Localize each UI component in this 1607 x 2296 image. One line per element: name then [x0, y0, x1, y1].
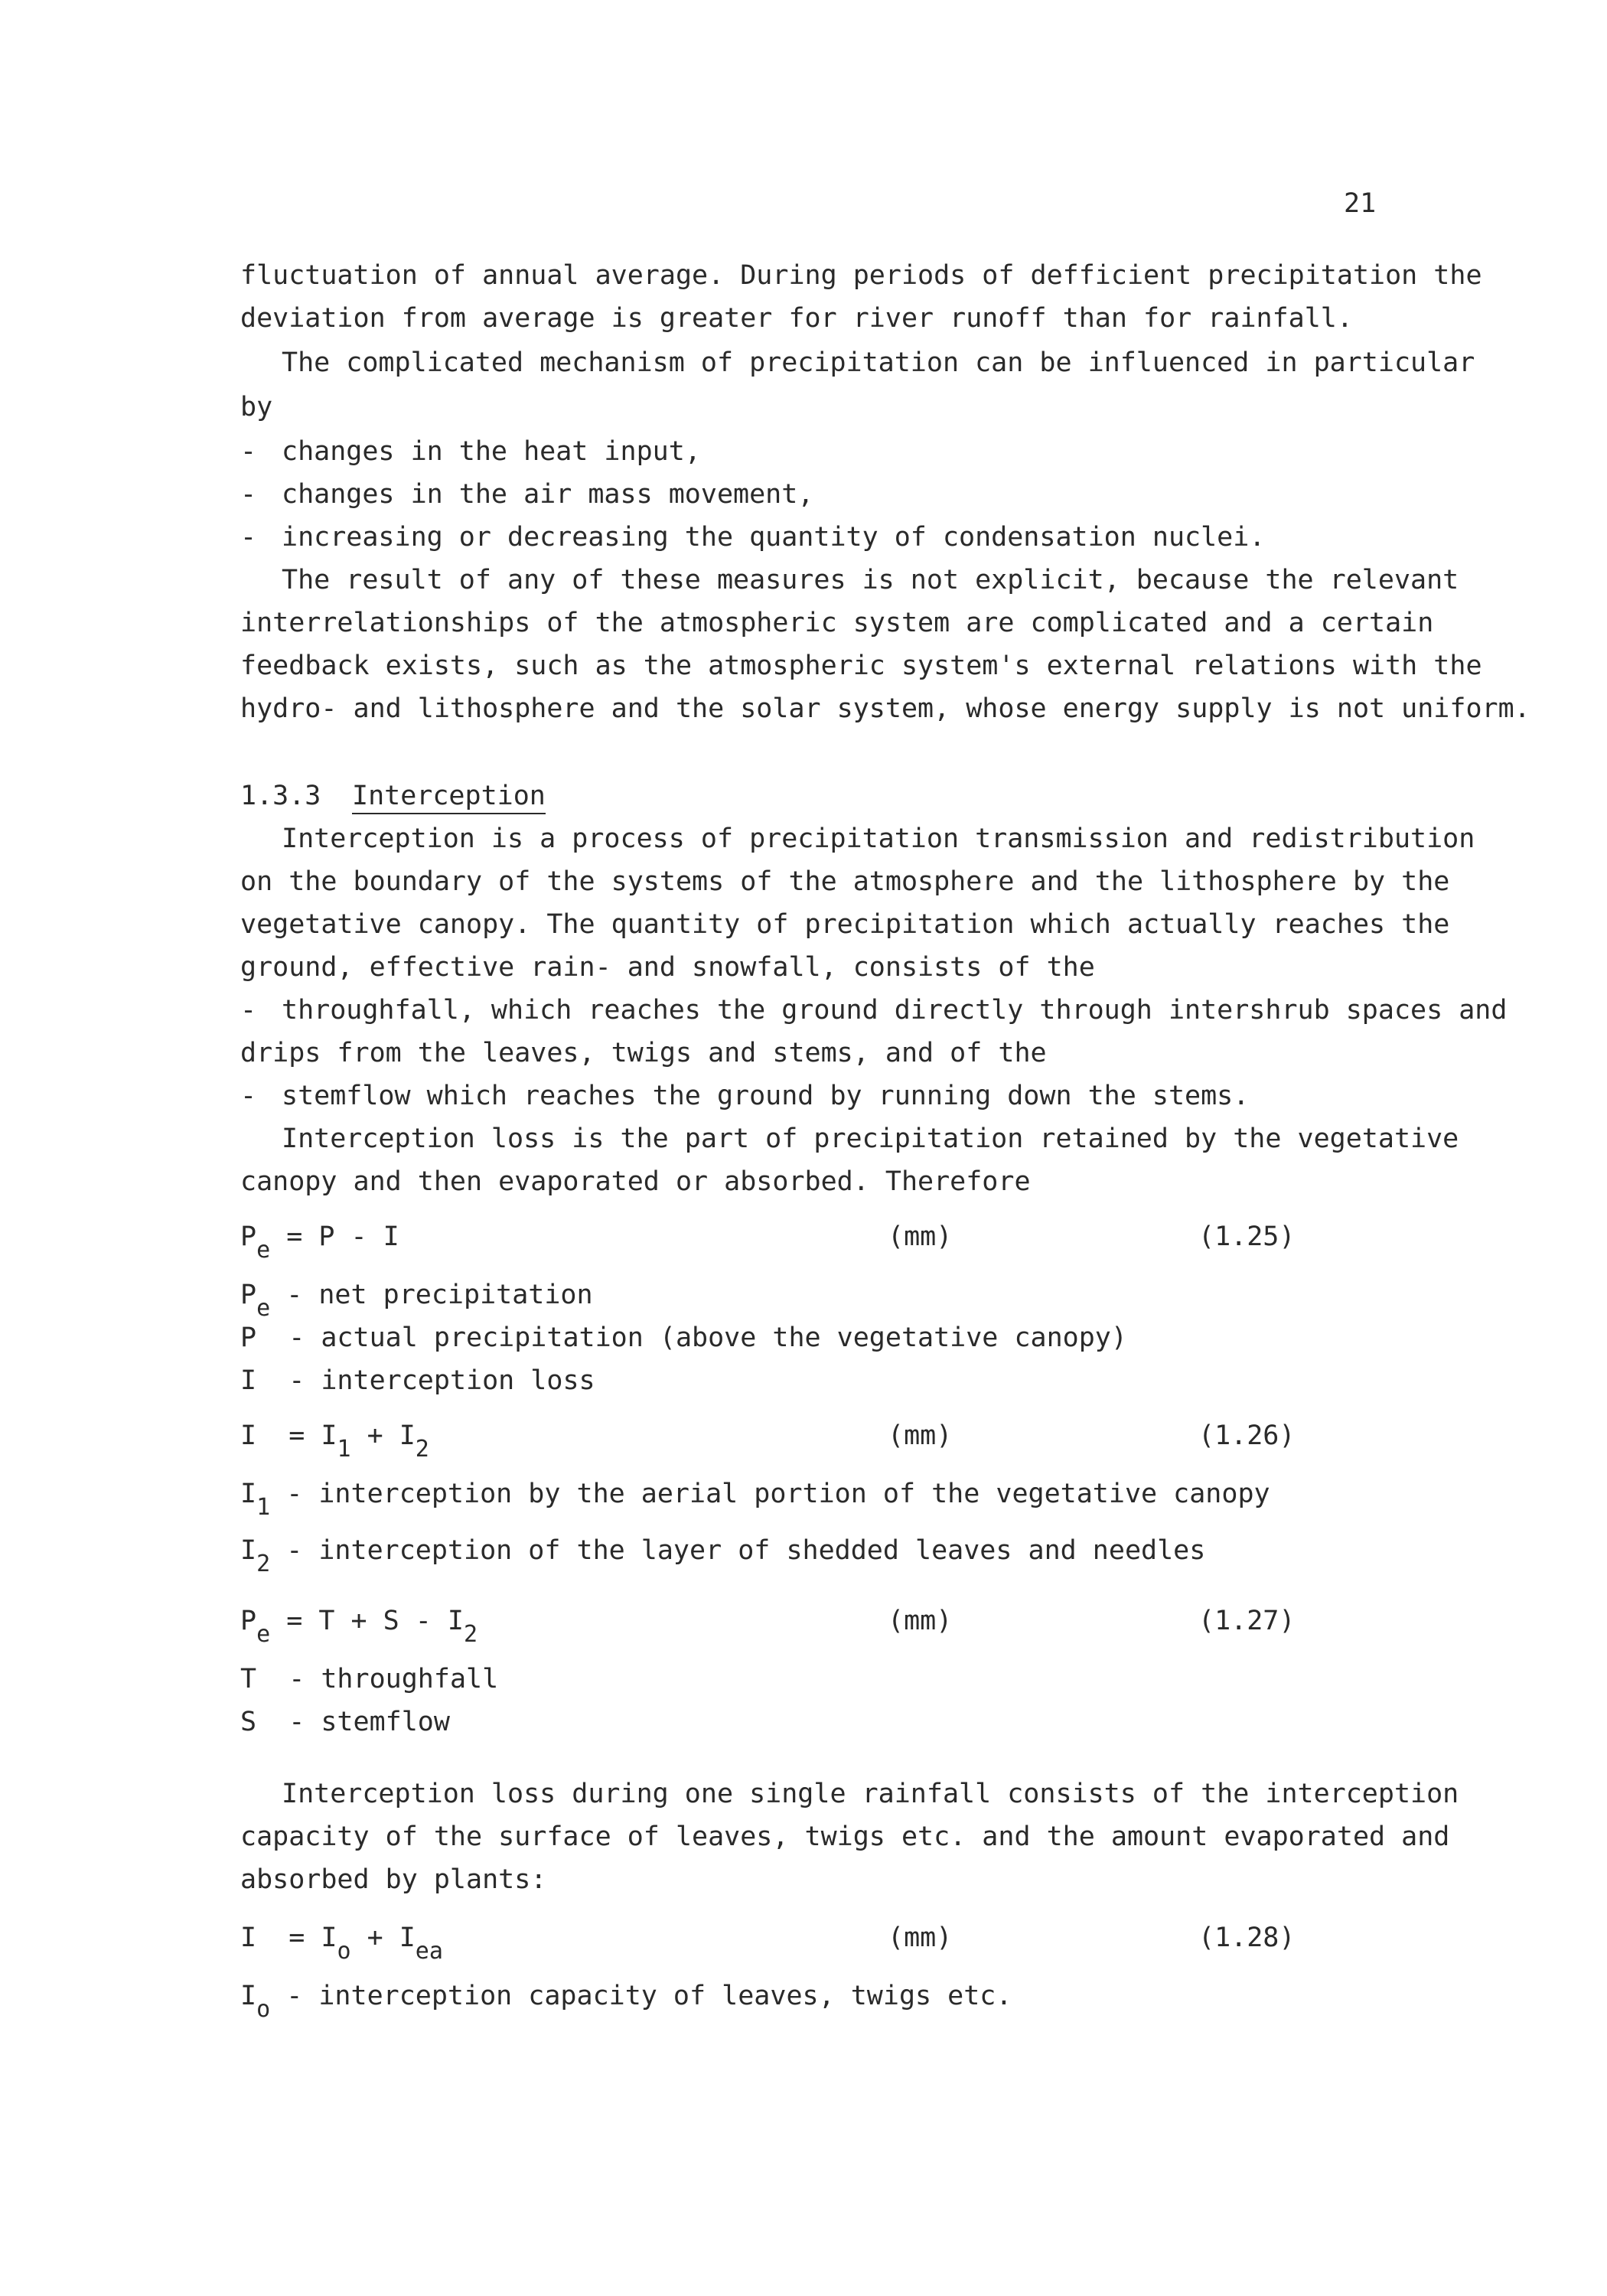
- bullet-item: increasing or decreasing the quantity of condensation nuclei.: [282, 522, 1266, 553]
- section-title: Interception: [352, 779, 546, 814]
- equation-1-28: [240, 1921, 443, 1965]
- definition-line: [240, 1321, 1127, 1355]
- paragraph-line: The complicated mechanism of precipitation can be influenced in particular: [282, 347, 1475, 378]
- bullet-item: changes in the air mass movement,: [282, 479, 814, 510]
- bullet-dash: -: [240, 522, 257, 553]
- def-text: - throughfall: [256, 1664, 499, 1694]
- eq-subscript: o: [337, 1938, 351, 1965]
- def-symbol: I: [240, 1981, 257, 2011]
- def-text: - actual precipitation (above the vegetative canopy): [256, 1322, 1127, 1353]
- paragraph-line: capacity of the surface of leaves, twigs etc. and the amount evaporated and: [240, 1821, 1450, 1852]
- paragraph-line: Interception loss during one single rainfall consists of the interception: [282, 1779, 1459, 1809]
- def-symbol: S: [240, 1707, 257, 1737]
- bullet-item: stemflow which reaches the ground by running down the stems.: [282, 1081, 1250, 1111]
- paragraph-line: feedback exists, such as the atmospheric system's external relations with the: [240, 651, 1482, 681]
- page-number: 21: [1344, 188, 1377, 219]
- equation-1-26: [240, 1419, 429, 1463]
- equation-number: (1.25): [1198, 1221, 1296, 1252]
- definition-line: [240, 1278, 593, 1322]
- paragraph-line: The result of any of these measures is not explicit, because the relevant: [282, 565, 1459, 595]
- eq-subscript: 1: [337, 1436, 351, 1463]
- eq-rhs: = T + S - I: [270, 1606, 464, 1636]
- paragraph-line: absorbed by plants:: [240, 1864, 547, 1895]
- paragraph-line: drips from the leaves, twigs and stems, and of the: [240, 1038, 1047, 1068]
- bullet-dash: -: [240, 436, 257, 467]
- def-symbol: I: [240, 1365, 257, 1396]
- eq-lhs: I = I: [240, 1420, 337, 1451]
- equation-number: (1.28): [1198, 1923, 1296, 1953]
- definition-line: [240, 1477, 1270, 1521]
- section-number: 1.3.3: [240, 781, 321, 811]
- eq-subscript: 2: [415, 1436, 429, 1463]
- paragraph-line: on the boundary of the systems of the atmosphere and the lithosphere by the: [240, 866, 1450, 897]
- def-subscript: e: [256, 1295, 271, 1322]
- eq-lhs: I = I: [240, 1923, 337, 1953]
- definition-line: [240, 1364, 595, 1397]
- def-subscript: 1: [256, 1494, 271, 1521]
- paragraph-line: deviation from average is greater for river runoff than for rainfall.: [240, 303, 1353, 334]
- def-symbol: I: [240, 1479, 257, 1509]
- eq-subscript: e: [256, 1237, 271, 1264]
- def-text: - interception by the aerial portion of the vegetative canopy: [270, 1479, 1270, 1509]
- def-symbol: P: [240, 1322, 257, 1353]
- def-text: - interception of the layer of shedded leaves and needles: [270, 1535, 1206, 1566]
- eq-subscript: e: [256, 1621, 271, 1648]
- equation-unit: (mm): [888, 1221, 953, 1252]
- paragraph-line: by: [240, 392, 273, 422]
- def-symbol: I: [240, 1535, 257, 1566]
- def-text: - interception loss: [256, 1365, 595, 1396]
- definition-line: [240, 1705, 450, 1739]
- paragraph-line: fluctuation of annual average. During periods of defficient precipitation the: [240, 260, 1482, 291]
- eq-symbol: P: [240, 1606, 257, 1636]
- equation-1-27: [240, 1604, 478, 1648]
- def-symbol: P: [240, 1280, 257, 1310]
- eq-rhs: = P - I: [270, 1221, 399, 1252]
- equation-number: (1.26): [1198, 1420, 1296, 1451]
- equation-1-25: [240, 1220, 399, 1264]
- def-text: - interception capacity of leaves, twigs etc.: [270, 1981, 1012, 2011]
- equation-unit: (mm): [888, 1923, 953, 1953]
- equation-unit: (mm): [888, 1606, 953, 1636]
- eq-rhs: + I: [350, 1923, 416, 1953]
- def-text: - net precipitation: [270, 1280, 593, 1310]
- paragraph-line: interrelationships of the atmospheric system are complicated and a certain: [240, 608, 1434, 638]
- def-symbol: T: [240, 1664, 257, 1694]
- paragraph-line: ground, effective rain- and snowfall, consists of the: [240, 952, 1095, 983]
- bullet-dash: -: [240, 479, 257, 510]
- paragraph-line: hydro- and lithosphere and the solar system, whose energy supply is not uniform.: [240, 693, 1530, 724]
- eq-subscript: ea: [415, 1938, 443, 1965]
- bullet-item: throughfall, which reaches the ground directly through intershrub spaces and: [282, 995, 1508, 1026]
- definition-line: [240, 1534, 1206, 1577]
- paragraph-line: vegetative canopy. The quantity of precipitation which actually reaches the: [240, 909, 1450, 940]
- equation-unit: (mm): [888, 1420, 953, 1451]
- eq-symbol: P: [240, 1221, 257, 1252]
- equation-number: (1.27): [1198, 1606, 1296, 1636]
- bullet-dash: -: [240, 995, 257, 1026]
- paragraph-line: Interception is a process of precipitation transmission and redistribution: [282, 823, 1475, 854]
- definition-line: [240, 1979, 1012, 2023]
- def-subscript: 2: [256, 1551, 271, 1577]
- bullet-dash: -: [240, 1081, 257, 1111]
- eq-rhs: + I: [350, 1420, 416, 1451]
- eq-subscript: 2: [464, 1621, 478, 1648]
- def-text: - stemflow: [256, 1707, 450, 1737]
- paragraph-line: Interception loss is the part of precipitation retained by the vegetative: [282, 1124, 1459, 1154]
- paragraph-line: canopy and then evaporated or absorbed. Therefore: [240, 1166, 1031, 1197]
- def-subscript: o: [256, 1996, 271, 2023]
- bullet-item: changes in the heat input,: [282, 436, 701, 467]
- definition-line: [240, 1662, 498, 1696]
